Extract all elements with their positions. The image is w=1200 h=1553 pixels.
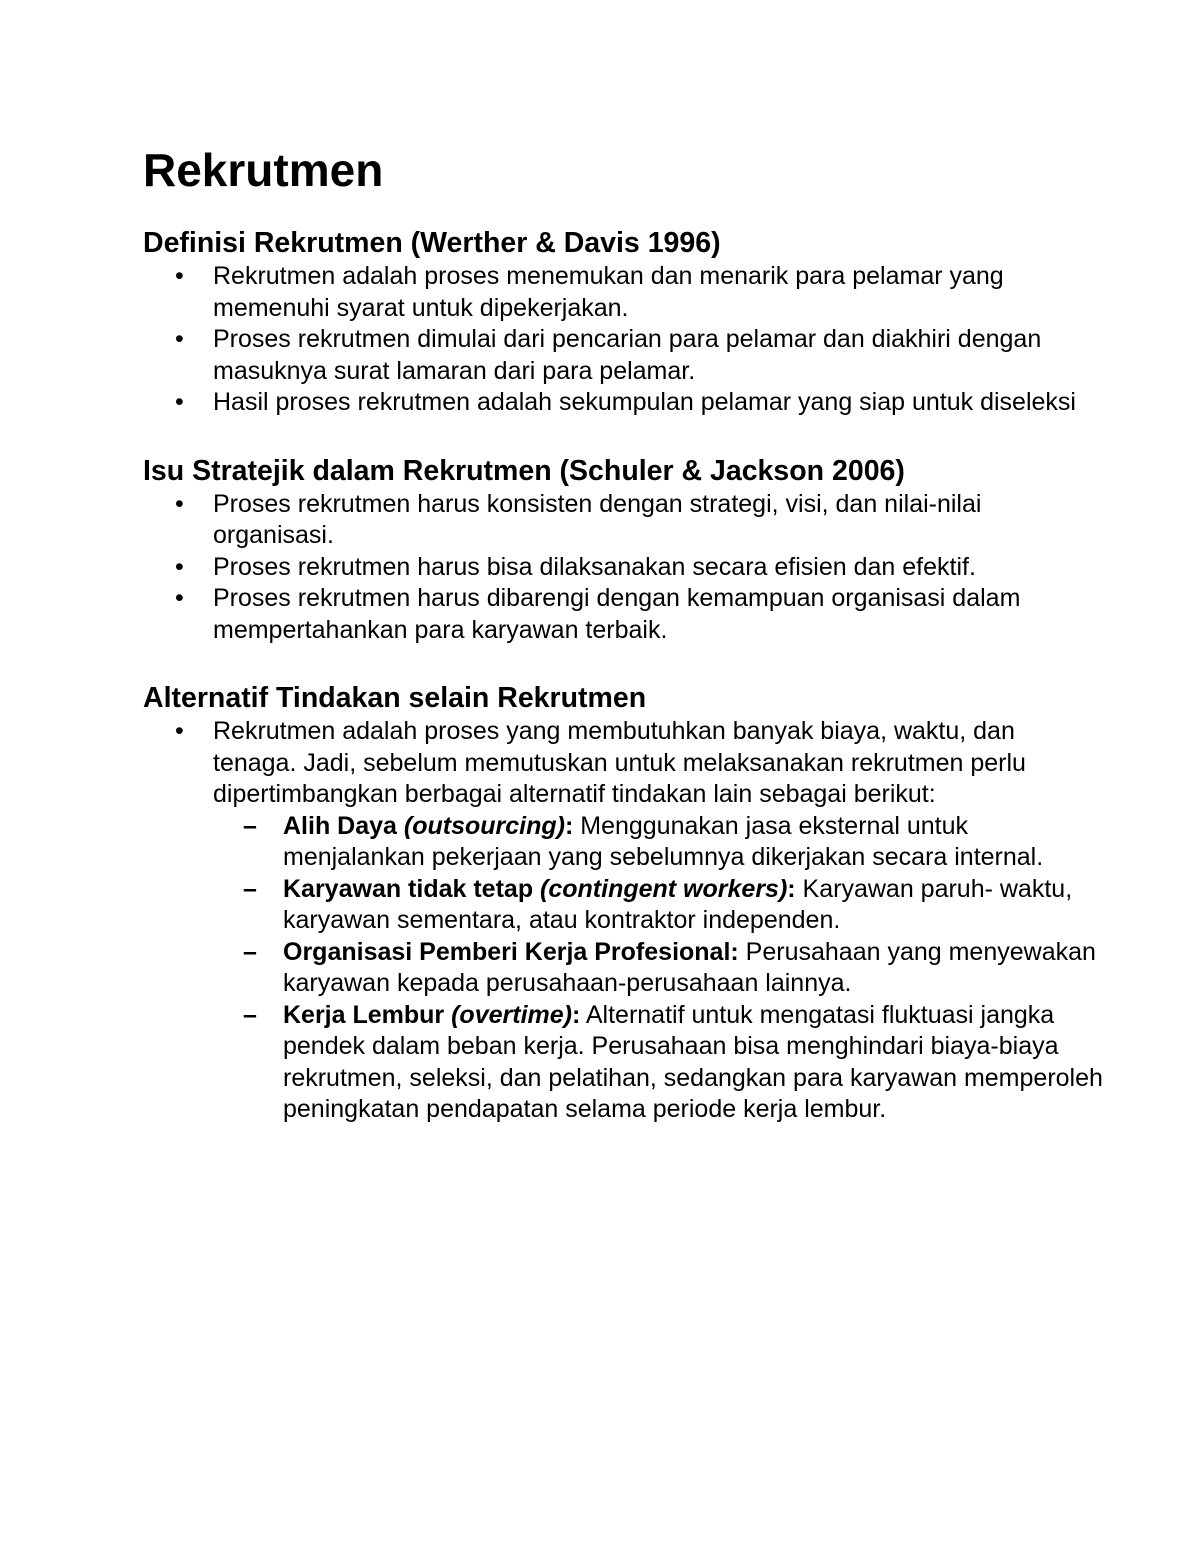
- section-isu-stratejik: [143, 453, 1103, 647]
- sub-item-term: Alih Daya: [283, 811, 404, 840]
- sub-item-term-italic: (outsourcing): [403, 811, 565, 840]
- list-item: [213, 716, 1103, 1126]
- list-item-text: Rekrutmen adalah proses yang membutuhkan banyak biaya, waktu, dan tenaga. Jadi, sebelum memutuskan untuk melaksanakan rekrutmen perlu dipertimbangkan berbagai alternatif tindakan lain sebagai berikut:: [213, 717, 1026, 808]
- sub-list-item-alih-daya: [283, 811, 1103, 874]
- sub-list-item-organisasi-pemberi-kerja: [283, 937, 1103, 1000]
- section-alternatif: [143, 680, 1103, 1126]
- sub-item-term: Organisasi Pemberi Kerja Profesional:: [283, 937, 739, 966]
- bullet-list: [143, 261, 1103, 419]
- sub-item-term: Karyawan tidak tetap: [283, 874, 541, 903]
- section-heading: Isu Stratejik dalam Rekrutmen (Schuler & Jackson 2006): [143, 454, 905, 487]
- list-item: • Proses rekrutmen dimulai dari pencarian para pelamar dan diakhiri dengan masuknya surat lamaran dari para pelamar.: [213, 324, 1103, 387]
- bullet-list: [143, 716, 1103, 1126]
- sub-item-text: Karyawan paruh- waktu, karyawan sementara, atau kontraktor independen.: [283, 874, 1073, 934]
- sub-item-text: Alternatif untuk mengatasi fluktuasi jangka pendek dalam beban kerja. Perusahaan bisa menghindari biaya-biaya rekrutmen, seleksi, dan pelatihan, sedangkan para karyawan memperoleh peningkatan pendapatan selama periode kerja lembur.: [283, 1000, 1103, 1123]
- sub-item-text: Menggunakan jasa eksternal untuk menjalankan pekerjaan yang sebelumnya dikerjakan secara internal.: [283, 811, 1044, 871]
- sub-item-text: Perusahaan yang menyewakan karyawan kepada perusahaan-perusahaan lainnya.: [283, 937, 1096, 997]
- list-item: • Proses rekrutmen harus dibarengi dengan kemampuan organisasi dalam mempertahankan para karyawan terbaik.: [213, 583, 1103, 646]
- section-heading: Definisi Rekrutmen (Werther & Davis 1996): [143, 227, 721, 259]
- list-item: • Hasil proses rekrutmen adalah sekumpulan pelamar yang siap untuk diseleksi: [213, 387, 1103, 419]
- section-heading: Alternatif Tindakan selain Rekrutmen: [143, 682, 647, 714]
- list-item: • Proses rekrutmen harus bisa dilaksanakan secara efisien dan efektif.: [213, 552, 1103, 584]
- list-item: • Rekrutmen adalah proses menemukan dan menarik para pelamar yang memenuhi syarat untuk dipekerjakan.: [213, 261, 1103, 324]
- sub-item-colon: :: [787, 874, 796, 903]
- sub-item-term-italic: (contingent workers): [540, 874, 788, 903]
- page-title: Rekrutmen: [143, 144, 384, 196]
- sub-list: [213, 811, 1103, 1126]
- sub-item-term-italic: (overtime): [451, 1000, 572, 1029]
- sub-list-item-kerja-lembur: [283, 1000, 1103, 1126]
- sub-item-colon: :: [571, 1000, 581, 1029]
- list-item: • Proses rekrutmen harus konsisten dengan strategi, visi, dan nilai-nilai organisasi.: [213, 489, 1103, 552]
- document-page: [143, 140, 1103, 1126]
- bullet-list: [143, 489, 1103, 647]
- sub-item-term: Kerja Lembur: [283, 1000, 452, 1029]
- section-definisi: [143, 225, 1103, 419]
- sub-list-item-karyawan-tidak-tetap: [283, 874, 1103, 937]
- sub-item-colon: :: [564, 811, 574, 840]
